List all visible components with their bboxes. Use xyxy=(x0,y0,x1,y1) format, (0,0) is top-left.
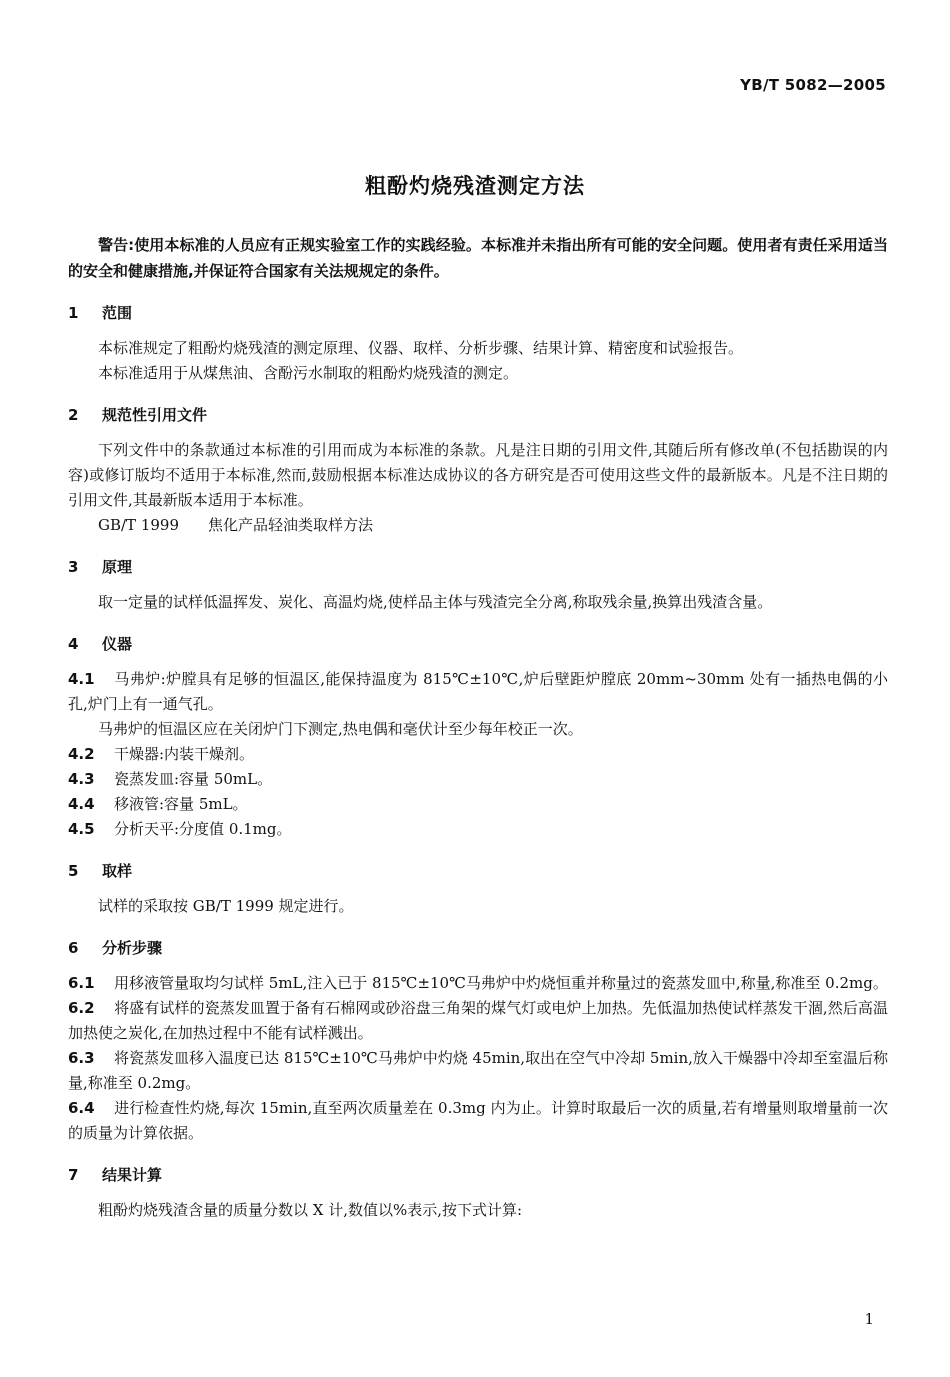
section-number: 6 xyxy=(68,939,79,957)
calculation-paragraph: 粗酚灼烧残渣含量的质量分数以 X 计,数值以%表示,按下式计算: xyxy=(98,1201,523,1219)
item-number: 4.2 xyxy=(68,745,95,763)
section-heading-sampling xyxy=(68,860,888,882)
section-number: 5 xyxy=(68,862,79,880)
item-number: 4.3 xyxy=(68,770,95,788)
apparatus-item xyxy=(68,742,888,767)
procedure-step xyxy=(68,1096,888,1146)
warning-paragraph: 警告:使用本标准的人员应有正规实验室工作的实践经验。本标准并未指出所有可能的安全问题。使用者有责任采用适当的安全和健康措施,并保证符合国家有关法规规定的条件。 xyxy=(68,236,888,280)
item-text: 马弗炉:炉膛具有足够的恒温区,能保持温度为 815℃±10℃,炉后壁距炉膛底 20mm~30mm 处有一插热电偶的小孔,炉门上有一通气孔。 xyxy=(68,670,888,713)
section-heading-apparatus xyxy=(68,633,888,655)
apparatus-item xyxy=(68,792,888,817)
document-body xyxy=(68,232,888,1223)
item-number: 6.4 xyxy=(68,1099,95,1117)
reference-title: 焦化产品轻油类取样方法 xyxy=(208,516,374,534)
item-number: 6.1 xyxy=(68,974,95,992)
item-number: 6.3 xyxy=(68,1049,95,1067)
item-number: 4.1 xyxy=(68,670,95,688)
page-number: 1 xyxy=(864,1310,874,1328)
apparatus-item xyxy=(68,667,888,717)
section-title: 分析步骤 xyxy=(102,939,163,957)
standard-code: YB/T 5082—2005 xyxy=(740,76,886,94)
section-heading-procedure xyxy=(68,937,888,959)
item-text: 将瓷蒸发皿移入温度已达 815℃±10℃马弗炉中灼烧 45min,取出在空气中冷却 5min,放入干燥器中冷却至室温后称量,称准至 0.2mg。 xyxy=(68,1049,888,1092)
apparatus-item xyxy=(68,767,888,792)
section-title: 仪器 xyxy=(102,635,133,653)
references-paragraph: 下列文件中的条款通过本标准的引用而成为本标准的条款。凡是注日期的引用文件,其随后所有修改单(不包括勘误的内容)或修订版均不适用于本标准,然而,鼓励根据本标准达成协议的各方研究是否可使用这些文件的最新版本。凡是不注日期的引用文件,其最新版本适用于本标准。 xyxy=(68,441,888,509)
section-heading-references xyxy=(68,404,888,426)
section-number: 2 xyxy=(68,406,79,424)
item-text: 移液管:容量 5mL。 xyxy=(114,795,248,813)
apparatus-item xyxy=(68,817,888,842)
section-heading-principle xyxy=(68,556,888,578)
item-text: 干燥器:内装干燥剂。 xyxy=(114,745,255,763)
item-text: 瓷蒸发皿:容量 50mL。 xyxy=(114,770,273,788)
section-heading-scope xyxy=(68,302,888,324)
section-number: 1 xyxy=(68,304,79,322)
item-number: 4.5 xyxy=(68,820,95,838)
scope-paragraph: 本标准适用于从煤焦油、含酚污水制取的粗酚灼烧残渣的测定。 xyxy=(98,364,519,382)
reference-code: GB/T 1999 xyxy=(98,516,180,534)
item-text: 用移液管量取均匀试样 5mL,注入已于 815℃±10℃马弗炉中灼烧恒重并称量过的瓷蒸发皿中,称量,称准至 0.2mg。 xyxy=(114,974,888,992)
item-text: 分析天平:分度值 0.1mg。 xyxy=(114,820,292,838)
procedure-step xyxy=(68,996,888,1046)
section-title: 原理 xyxy=(102,558,133,576)
principle-paragraph: 取一定量的试样低温挥发、炭化、高温灼烧,使样品主体与残渣完全分离,称取残余量,换算出残渣含量。 xyxy=(98,593,773,611)
section-title: 规范性引用文件 xyxy=(102,406,208,424)
reference-entry xyxy=(68,513,888,538)
item-text: 进行检查性灼烧,每次 15min,直至两次质量差在 0.3mg 内为止。计算时取最后一次的质量,若有增量则取增量前一次的质量为计算依据。 xyxy=(68,1099,888,1142)
section-number: 4 xyxy=(68,635,79,653)
scope-paragraph: 本标准规定了粗酚灼烧残渣的测定原理、仪器、取样、分析步骤、结果计算、精密度和试验报告。 xyxy=(98,339,744,357)
procedure-step xyxy=(68,971,888,996)
apparatus-note: 马弗炉的恒温区应在关闭炉门下测定,热电偶和毫伏计至少每年校正一次。 xyxy=(98,720,583,738)
section-title: 结果计算 xyxy=(102,1166,163,1184)
section-heading-calculation xyxy=(68,1164,888,1186)
item-number: 6.2 xyxy=(68,999,95,1017)
sampling-paragraph: 试样的采取按 GB/T 1999 规定进行。 xyxy=(98,897,354,915)
section-title: 取样 xyxy=(102,862,133,880)
item-text: 将盛有试样的瓷蒸发皿置于备有石棉网或砂浴盘三角架的煤气灯或电炉上加热。先低温加热使试样蒸发干涸,然后高温加热使之炭化,在加热过程中不能有试样溅出。 xyxy=(68,999,888,1042)
section-title: 范围 xyxy=(102,304,133,322)
item-number: 4.4 xyxy=(68,795,95,813)
procedure-step xyxy=(68,1046,888,1096)
document-title: 粗酚灼烧残渣测定方法 xyxy=(365,174,585,198)
section-number: 7 xyxy=(68,1166,79,1184)
section-number: 3 xyxy=(68,558,79,576)
